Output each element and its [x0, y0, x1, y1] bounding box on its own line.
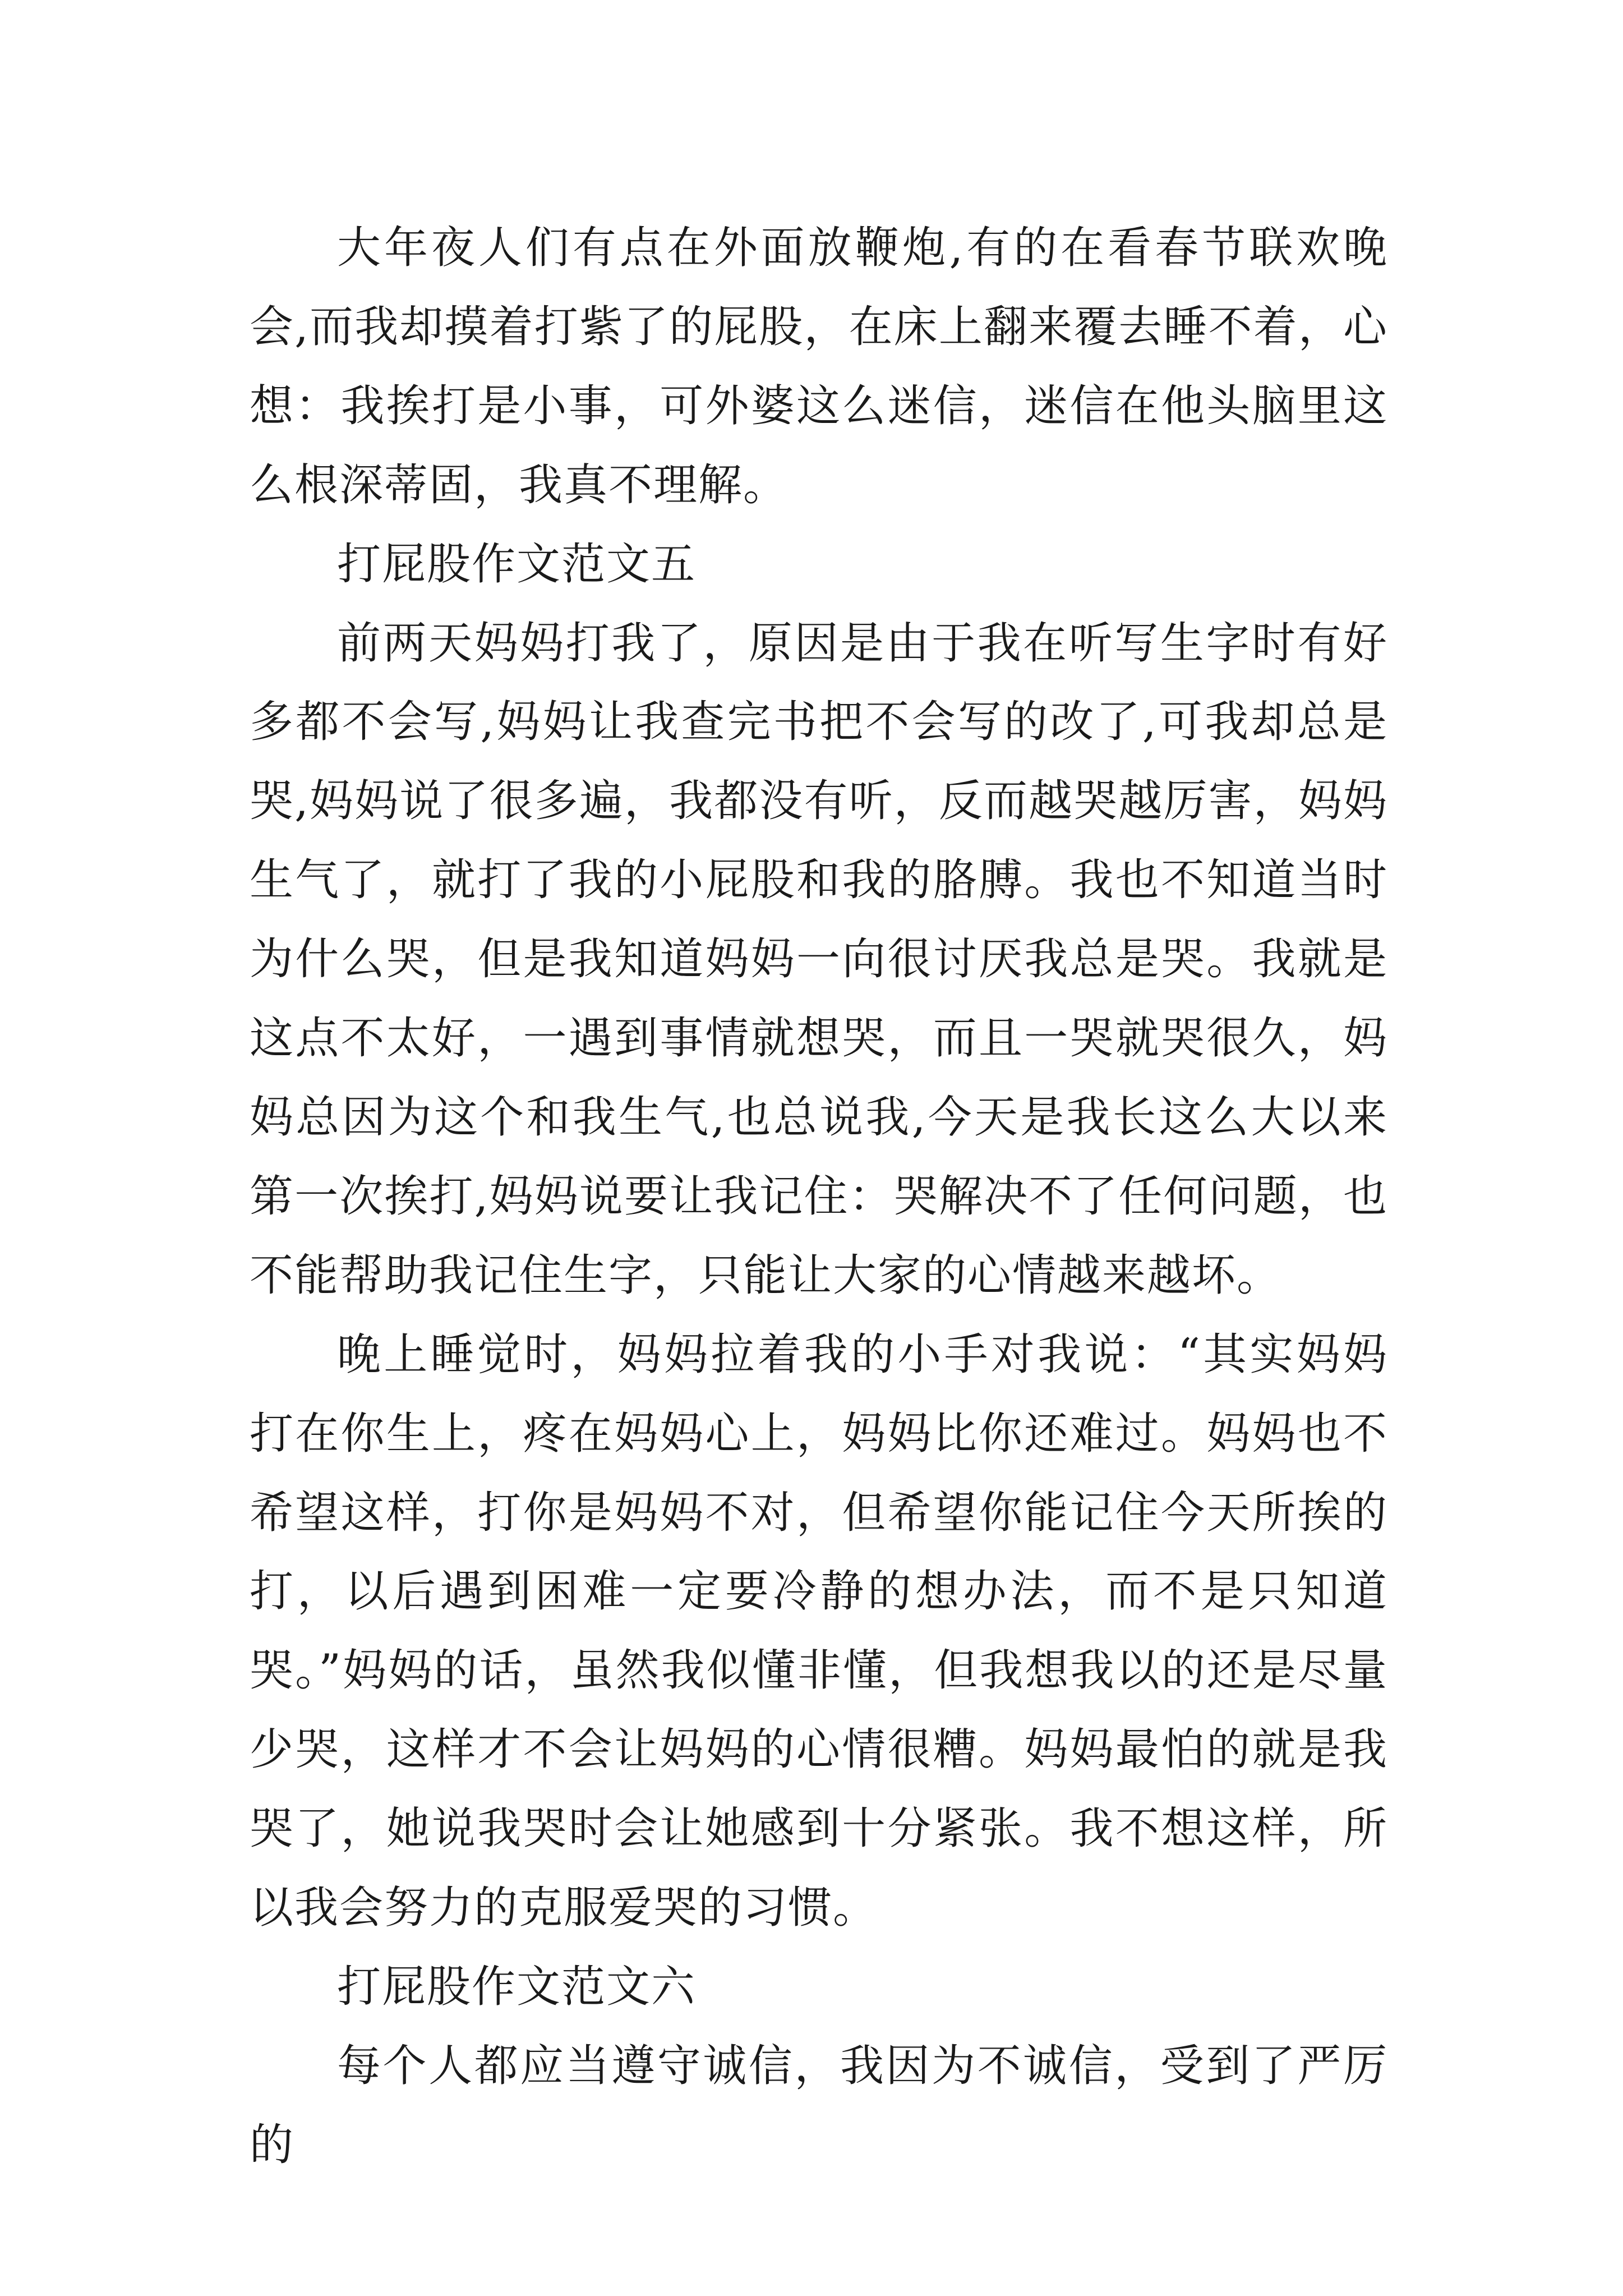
document-body — [250, 209, 1388, 2185]
section-heading: 打屁股作文范文五 — [337, 539, 697, 590]
paragraph: 晚上睡觉时，妈妈拉着我的小手对我说：“其实妈妈打在你生上，疼在妈妈心上，妈妈比你还难过。妈妈也不希望这样，打你是妈妈不对，但希望你能记住今天所挨的打，以后遇到困难一定要冷静的想办法，而不是只知道哭。”妈妈的话，虽然我似懂非懂，但我想我以的还是尽量少哭，这样才不会让妈妈的心情很糟。妈妈最怕的就是我哭了，她说我哭时会让她感到十分紧张。我不想这样，所以我会努力的克服爱哭的习惯。 — [250, 1329, 1388, 1934]
paragraph: 每个人都应当遵守诚信，我因为不诚信，受到了严厉的 — [250, 2040, 1388, 2170]
paragraph: 前两天妈妈打我了，原因是由于我在听写生字时有好多都不会写,妈妈让我查完书把不会写的改了,可我却总是哭,妈妈说了很多遍，我都没有听，反而越哭越厉害，妈妈生气了，就打了我的小屁股和我的胳膊。我也不知道当时为什么哭，但是我知道妈妈一向很讨厌我总是哭。我就是这点不太好，一遇到事情就想哭，而且一哭就哭很久，妈妈总因为这个和我生气,也总说我,今天是我长这么大以来第一次挨打,妈妈说要让我记住：哭解决不了任何问题，也不能帮助我记住生字，只能让大家的心情越来越坏。 — [250, 618, 1388, 1301]
section-heading: 打屁股作文范文六 — [337, 1961, 697, 2012]
paragraph: 大年夜人们有点在外面放鞭炮,有的在看春节联欢晚会,而我却摸着打紫了的屁股，在床上翻来覆去睡不着，心想：我挨打是小事，可外婆这么迷信，迷信在他头脑里这么根深蒂固，我真不理解。 — [250, 223, 1388, 510]
